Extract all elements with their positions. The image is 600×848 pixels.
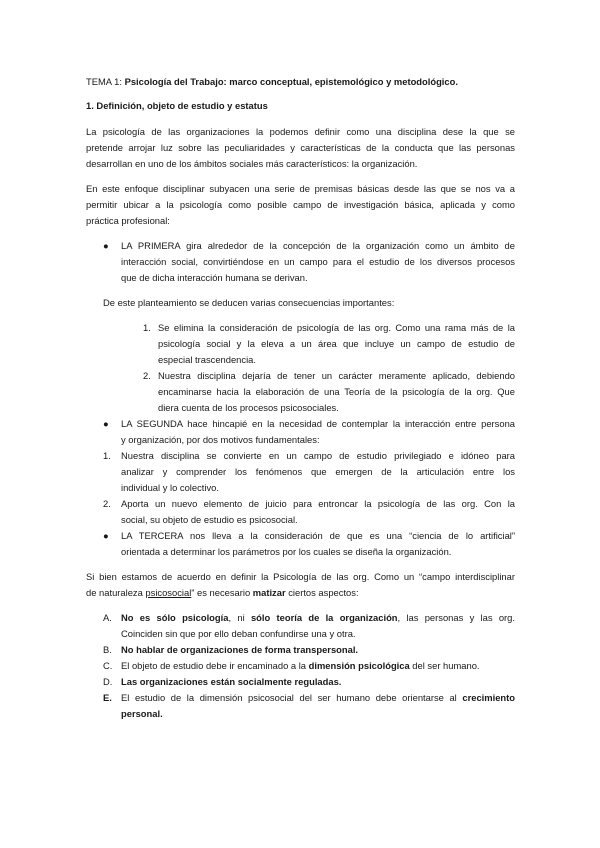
para2-line-1: En este enfoque disciplinar subyacen una serie de premisas básicas desde las que se nos va a	[86, 183, 515, 194]
consequence2-line-1: Nuestra disciplina dejaría de tener un carácter meramente aplicado, debiendo	[158, 370, 515, 381]
section-heading: 1. Definición, objeto de estudio y estatus	[86, 100, 268, 111]
intro-line-2: pretende arrojar luz sobre las peculiaridades y características de la conducta que las personas	[86, 142, 515, 153]
list-marker: E.	[103, 692, 112, 703]
bullet-icon: ●	[103, 530, 109, 541]
consequence1-line-3: especial trascendencia.	[158, 354, 256, 365]
list-marker: 1.	[103, 450, 111, 461]
title-prefix: TEMA 1:	[86, 76, 125, 87]
premise2-line-1: LA SEGUNDA hace hincapié en la necesidad de contemplar la interacción entre persona	[121, 418, 515, 429]
premise2-line-2: y organización, por dos motivos fundamentales:	[121, 434, 320, 445]
para3-text: ciertos aspectos:	[285, 587, 359, 598]
motive2-line-1: Aporta un nuevo elemento de juicio para entroncar la psicología de las org. Con la	[121, 498, 515, 509]
consequence1-line-2: psicología social y la eleva a un área que incluye un campo de estudio de	[158, 338, 515, 349]
aspect-a-line-2: Coinciden sin que por ello deban confundirse una y otra.	[121, 628, 356, 639]
premise1-line-1: LA PRIMERA gira alrededor de la concepción de la organización como un ámbito de	[121, 240, 515, 251]
bullet-icon: ●	[103, 240, 109, 251]
aspect-text: , las personas y las org.	[397, 612, 515, 623]
aspect-c-line	[121, 660, 480, 672]
premise1-line-3: que de dicha interacción humana se derivan.	[121, 272, 308, 283]
list-marker: B.	[103, 644, 112, 655]
aspect-d-line: Las organizaciones están socialmente reguladas.	[121, 676, 342, 687]
list-marker: 2.	[143, 370, 151, 381]
bold-term: crecimiento	[462, 692, 515, 703]
consequence2-line-3: diera cuenta de los procesos psicosociales.	[158, 402, 339, 413]
para3-line-2	[86, 587, 359, 599]
underlined-term: psicosocial	[145, 587, 192, 598]
premise1-line-2: interacción social, convirtiéndose en un campo para el estudio de los diversos procesos	[121, 256, 515, 267]
para3-line-1: Si bien estamos de acuerdo en definir la Psicología de las org. Como un “campo interdisciplinar	[86, 571, 515, 582]
list-marker: 1.	[143, 322, 151, 333]
bold-term: matizar	[252, 587, 286, 598]
intro-line-1: La psicología de las organizaciones la podemos definir como una disciplina dese la que se	[86, 126, 515, 137]
aspect-text: , ni	[228, 612, 251, 623]
motive1-line-3: individual y lo colectivo.	[121, 482, 219, 493]
aspect-b-line: No hablar de organizaciones de forma transpersonal.	[121, 644, 359, 655]
list-marker: A.	[103, 612, 112, 623]
aspect-e-line-2: personal.	[121, 708, 163, 719]
consequence2-line-2: encaminarse hacia la elaboración de una Teoría de la psicología de la org. Que	[158, 386, 515, 397]
para2-line-2: permitir ubicar a la psicología como posible campo de investigación básica, aplicada y como	[86, 199, 515, 210]
bullet-icon: ●	[103, 418, 109, 429]
list-marker: 2.	[103, 498, 111, 509]
bold-term: dimensión psicológica	[308, 660, 410, 671]
para3-text: ” es necesario	[191, 587, 253, 598]
aspect-text: del ser humano.	[409, 660, 480, 671]
consequences-intro: De este planteamiento se deducen varias consecuencias importantes:	[103, 297, 395, 308]
aspect-text: El estudio de la dimensión psicosocial del ser humano debe orientarse al	[121, 692, 463, 703]
document-title	[86, 76, 458, 88]
bold-term: No es sólo psicología	[121, 612, 229, 623]
para2-line-3: práctica profesional:	[86, 215, 170, 226]
motive1-line-1: Nuestra disciplina se convierte en un campo de estudio privilegiado e idóneo para	[121, 450, 515, 461]
consequence1-line-1: Se elimina la consideración de psicología de las org. Como una rama más de la	[158, 322, 515, 333]
aspect-text: El objeto de estudio debe ir encaminado a la	[121, 660, 309, 671]
motive2-line-2: social, su objeto de estudio es psicosocial.	[121, 514, 298, 525]
para3-text: de naturaleza	[86, 587, 146, 598]
list-marker: C.	[103, 660, 113, 671]
bold-term: sólo teoría de la organización	[250, 612, 398, 623]
premise3-line-1: LA TERCERA nos lleva a la consideración de que es una “ciencia de lo artificial”	[121, 530, 515, 541]
list-marker: D.	[103, 676, 113, 687]
premise3-line-2: orientada a determinar los parámetros por los cuales se diseña la organización.	[121, 546, 452, 557]
title-text: Psicología del Trabajo: marco conceptual, epistemológico y metodológico.	[124, 76, 458, 87]
motive1-line-2: analizar y comprender los fenómenos que emergen de la articulación entre los	[121, 466, 515, 477]
intro-line-3: desarrollan en uno de los ámbitos sociales más característicos: la organización.	[86, 158, 418, 169]
aspect-a-line-1	[121, 612, 515, 624]
aspect-e-line-1	[121, 692, 515, 704]
